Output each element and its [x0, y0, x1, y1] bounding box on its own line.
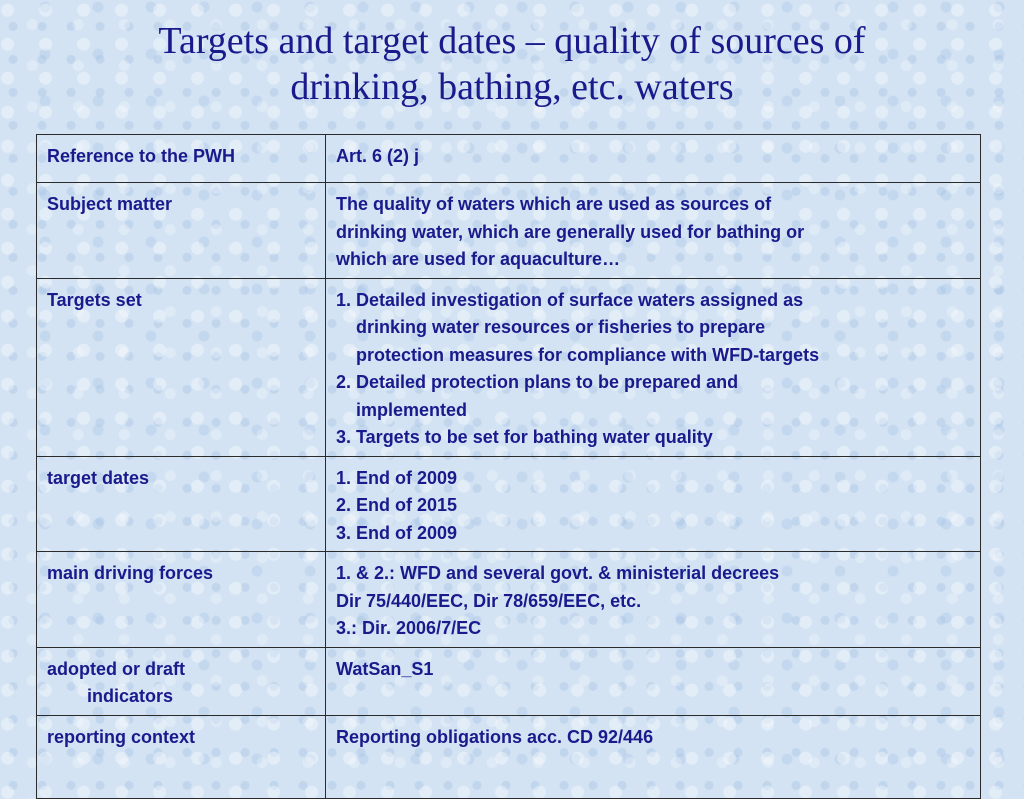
value-line: Reporting obligations acc. CD 92/446 — [336, 726, 654, 747]
value-line: implemented — [356, 399, 468, 420]
table-row — [37, 135, 981, 183]
value-line: 2. End of 2015 — [336, 495, 458, 515]
row-label-indicators — [37, 647, 326, 715]
row-label-subject — [37, 183, 326, 279]
value-line: which are used for aquaculture… — [336, 249, 621, 269]
row-value-subject — [326, 183, 981, 279]
row-label-target-dates — [37, 456, 326, 552]
value-line: 1. & 2.: WFD and several govt. & ministerial decrees — [336, 563, 780, 583]
value-line: protection measures for compliance with WFD-targets — [356, 344, 820, 365]
table-row — [37, 278, 981, 456]
label-text: main driving forces — [47, 563, 214, 583]
table-row — [37, 647, 981, 715]
slide-title — [0, 18, 1024, 110]
row-value-targets — [326, 278, 981, 456]
row-value-driving-forces — [326, 552, 981, 648]
label-text: Reference to the PWH — [47, 146, 236, 166]
row-label-reference — [37, 135, 326, 183]
table-row — [37, 456, 981, 552]
label-text: Targets set — [47, 289, 142, 310]
value-line: Dir 75/440/EEC, Dir 78/659/EEC, etc. — [336, 590, 642, 611]
table-row — [37, 183, 981, 279]
value-line: 3. Targets to be set for bathing water quality — [336, 427, 713, 447]
label-text: indicators — [87, 686, 174, 706]
value-line: WatSan_S1 — [336, 658, 434, 679]
value-line: Art. 6 (2) j — [336, 146, 420, 166]
value-line: The quality of waters which are used as sources of — [336, 194, 772, 214]
slide-title-line-2: drinking, bathing, etc. waters — [290, 66, 734, 108]
label-text: reporting context — [47, 726, 196, 747]
label-text: Subject matter — [47, 194, 173, 214]
value-line: 3.: Dir. 2006/7/EC — [336, 618, 482, 638]
value-line: drinking water resources or fisheries to prepare — [356, 317, 766, 337]
label-text: adopted or draft — [47, 658, 185, 679]
row-value-target-dates — [326, 456, 981, 552]
value-line: 3. End of 2009 — [336, 522, 458, 543]
row-value-indicators — [326, 647, 981, 715]
value-line: 1. End of 2009 — [336, 467, 458, 488]
table-row — [37, 552, 981, 648]
value-line: 1. Detailed investigation of surface waters assigned as — [336, 289, 804, 310]
row-label-targets — [37, 278, 326, 456]
row-value-reporting — [326, 715, 981, 798]
row-value-reference — [326, 135, 981, 183]
label-text: target dates — [47, 467, 150, 488]
slide-title-line-1: Targets and target dates – quality of sources of — [158, 20, 866, 62]
info-table — [36, 134, 981, 799]
value-line: drinking water, which are generally used for bathing or — [336, 221, 805, 242]
row-label-driving-forces — [37, 552, 326, 648]
row-label-reporting — [37, 715, 326, 798]
table-row — [37, 715, 981, 798]
value-line: 2. Detailed protection plans to be prepared and — [336, 372, 739, 392]
